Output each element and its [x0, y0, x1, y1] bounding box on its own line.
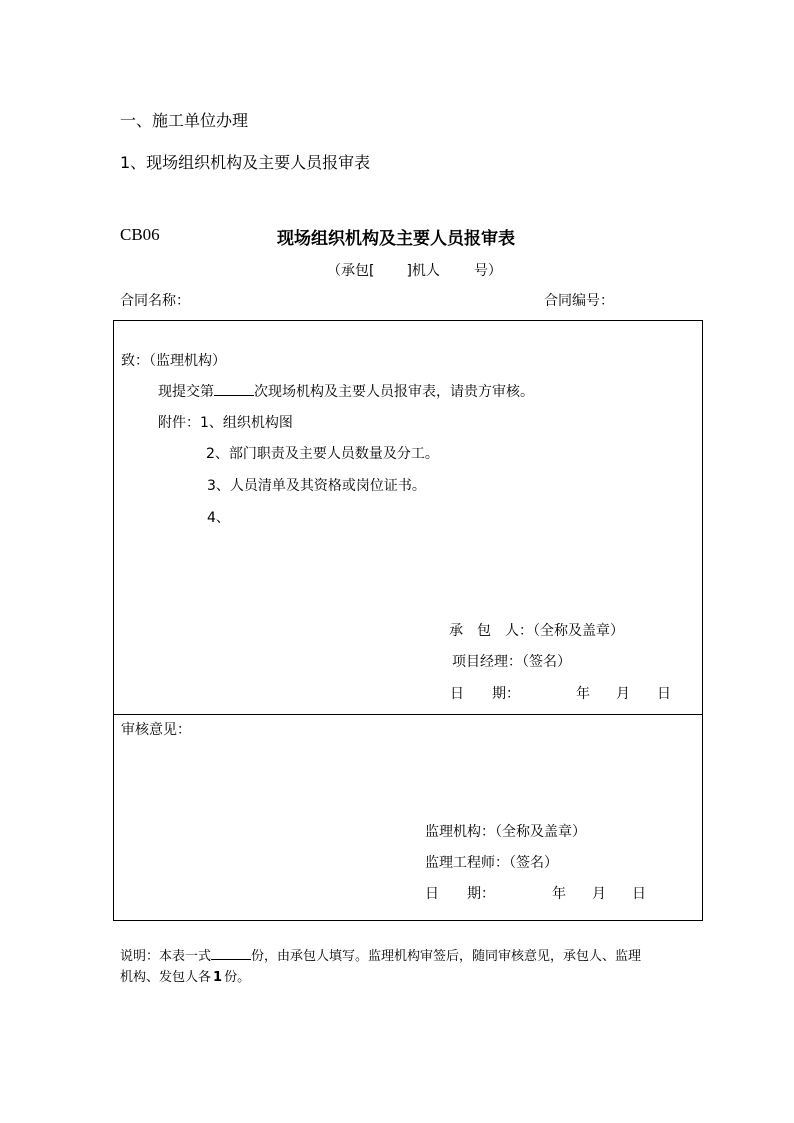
- contract-no-label: 合同编号：: [544, 293, 614, 309]
- review-opinion-label: 审核意见：: [121, 722, 191, 738]
- supervisor-date-label: 日 期：: [425, 886, 495, 902]
- note-line-1: [120, 945, 641, 964]
- submit-line: [158, 381, 534, 401]
- supervisor-date-day: 日: [632, 886, 646, 902]
- pm-sign-label: 项目经理：（签名）: [452, 654, 571, 670]
- attachment-1: 1、组织机构图: [200, 415, 293, 431]
- copies-blank[interactable]: [211, 947, 251, 960]
- note-suffix: 份，由承包人填写。监理机构审签后，随同审核意见，承包人、监理: [251, 949, 642, 964]
- submit-prefix: 现提交第: [158, 384, 214, 400]
- form-code: CB06: [120, 225, 160, 244]
- subtitle-right: 号）: [473, 263, 502, 279]
- contractor-sign-label: 承 包 人：（全称及盖章）: [449, 623, 624, 639]
- contract-name-label: 合同名称：: [120, 293, 190, 309]
- form-divider: [113, 714, 703, 715]
- subtitle-mid: ]机人: [406, 263, 440, 279]
- attachment-4: 4、: [207, 510, 230, 526]
- submit-suffix: 次现场机构及主要人员报审表，请贵方审核。: [254, 384, 534, 400]
- attachment-2: 2、部门职责及主要人员数量及分工。: [206, 446, 439, 462]
- engineer-sign-label: 监理工程师：（签名）: [425, 855, 558, 871]
- note-line2-prefix: 机构、发包人各: [120, 970, 212, 985]
- form-subtitle: [327, 260, 502, 280]
- supervisor-sign-label: 监理机构：（全称及盖章）: [425, 824, 586, 840]
- note-prefix: 说明：本表一式: [120, 949, 212, 964]
- note-line2-num: 1: [213, 970, 223, 985]
- attachment-3: 3、人员清单及其资格或岗位证书。: [207, 478, 426, 494]
- supervisor-date-year: 年: [552, 886, 566, 902]
- note-line-2: [120, 966, 250, 985]
- supervisor-date-month: 月: [592, 886, 606, 902]
- contractor-date-month: 月: [616, 686, 630, 702]
- addressee: 致：（监理机构）: [121, 353, 226, 369]
- form-title: 现场组织机构及主要人员报审表: [277, 229, 515, 249]
- attachment-line-1: [158, 412, 293, 432]
- submit-count-blank[interactable]: [214, 381, 254, 396]
- subsection-heading: 1、现场组织机构及主要人员报审表: [120, 153, 371, 172]
- section-heading: 一、施工单位办理: [120, 111, 249, 130]
- contractor-date-label: 日 期：: [450, 686, 520, 702]
- subtitle-left: （承包[: [327, 263, 375, 279]
- contractor-date-year: 年: [576, 686, 590, 702]
- attachment-label: 附件：: [158, 415, 200, 431]
- contractor-date-day: 日: [657, 686, 671, 702]
- note-line2-suffix: 份。: [224, 970, 251, 985]
